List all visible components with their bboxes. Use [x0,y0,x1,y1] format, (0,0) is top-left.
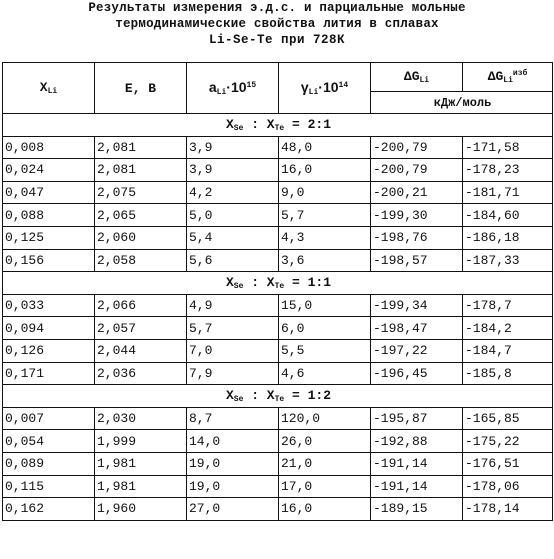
table-cell: 2,081 [95,159,187,182]
header-a-li-sub: Li [216,88,227,97]
header-delta-g [371,63,463,92]
title-line-2: термодинамические свойства лития в сплавах [115,17,439,31]
header-x-li [3,63,95,114]
table-row [3,452,553,475]
table-cell: 2,044 [95,339,187,362]
table-cell: -198,47 [371,317,463,340]
table-row [3,181,553,204]
table-row [3,339,553,362]
title-line-3: Li-Se-Te при 728К [208,33,346,47]
table-cell: 0,156 [3,249,95,272]
table-row [3,498,553,521]
table-cell: 1,960 [95,498,187,521]
table-row [3,317,553,340]
table-cell: 0,054 [3,430,95,453]
section-label [3,272,553,295]
table-cell: 0,115 [3,475,95,498]
table-cell: 0,047 [3,181,95,204]
table-cell: 2,065 [95,204,187,227]
table-cell: -197,22 [371,339,463,362]
section-label-s2: Te [274,394,285,404]
table-row [3,294,553,317]
table-cell: 120,0 [279,407,371,430]
table-cell: -178,7 [463,294,553,317]
table-cell: 14,0 [187,430,279,453]
table-cell: -184,2 [463,317,553,340]
section-label-ratio: = 2:1 [284,116,332,132]
table-cell: -200,79 [371,159,463,182]
section-label-x2: X [266,387,275,403]
section-label-colon: : [243,116,267,132]
table-cell: 0,094 [3,317,95,340]
table-cell: -192,88 [371,430,463,453]
table-cell: 15,0 [279,294,371,317]
section-label-colon: : [243,274,267,290]
table-cell: 6,0 [279,317,371,340]
header-a-li [187,63,279,114]
table-cell: 0,088 [3,204,95,227]
table-cell: 0,008 [3,136,95,159]
table-cell: -178,14 [463,498,553,521]
table-cell: -198,57 [371,249,463,272]
header-gamma-li-sub: Li [308,88,319,97]
section-label-s1: Se [233,394,244,404]
table-cell: -178,23 [463,159,553,182]
section-label-s2: Te [274,123,285,133]
table-cell: 2,060 [95,226,187,249]
table-cell: -175,22 [463,430,553,453]
section-label-ratio: = 1:2 [284,387,332,403]
table-cell: -171,58 [463,136,553,159]
table-cell: 16,0 [279,498,371,521]
table-cell: -184,7 [463,339,553,362]
table-cell: 7,9 [187,362,279,385]
table-row [3,407,553,430]
table-row [3,430,553,453]
table-cell: -165,85 [463,407,553,430]
table-row [3,249,553,272]
table-cell: 7,0 [187,339,279,362]
table-cell: 4,6 [279,362,371,385]
table-cell: -178,06 [463,475,553,498]
table-cell: 19,0 [187,475,279,498]
section-label-ratio: = 1:1 [284,274,332,290]
table-row [3,475,553,498]
table-cell: -200,21 [371,181,463,204]
table-cell: 2,057 [95,317,187,340]
table-cell: 4,3 [279,226,371,249]
table-cell: -191,14 [371,452,463,475]
table-cell: 8,7 [187,407,279,430]
section-label [3,114,553,137]
table-cell: -199,30 [371,204,463,227]
table-cell: 3,6 [279,249,371,272]
header-a-li-mid: ·10 [226,79,247,95]
table-cell: 0,007 [3,407,95,430]
unit-label: кДж/моль [371,92,553,114]
header-x-li-sub: Li [47,87,58,96]
table-cell: 16,0 [279,159,371,182]
table-row [3,362,553,385]
table-cell: 17,0 [279,475,371,498]
table-cell: 5,7 [279,204,371,227]
section-label-s1: Se [233,281,244,291]
table-row [3,136,553,159]
table-cell: 1,981 [95,475,187,498]
table-row [3,204,553,227]
table-cell: 27,0 [187,498,279,521]
table-cell: 0,089 [3,452,95,475]
table-cell: 5,4 [187,226,279,249]
header-a-li-base: a [208,79,217,95]
table-cell: 3,9 [187,136,279,159]
table-cell: -189,15 [371,498,463,521]
header-gamma-li-base: γ [300,79,309,95]
table-cell: -184,60 [463,204,553,227]
section-header-row [3,114,553,137]
table-cell: 0,024 [3,159,95,182]
table-cell: 0,162 [3,498,95,521]
section-label-x1: X [225,274,234,290]
table-row [3,226,553,249]
table-cell: -185,8 [463,362,553,385]
table-cell: 1,981 [95,452,187,475]
header-e: E, B [95,63,187,114]
table-cell: -187,33 [463,249,553,272]
header-a-li-sup: 15 [246,81,257,90]
table-cell: 2,058 [95,249,187,272]
table-cell: 0,033 [3,294,95,317]
section-label-x1: X [225,116,234,132]
table-cell: 21,0 [279,452,371,475]
section-label-x1: X [225,387,234,403]
header-row [3,63,553,92]
table-cell: -186,18 [463,226,553,249]
table-cell: 5,6 [187,249,279,272]
header-delta-g-excess-base: ΔG [487,69,504,84]
table-cell: -176,51 [463,452,553,475]
section-label-colon: : [243,387,267,403]
header-gamma-li [279,63,371,114]
table-cell: 5,0 [187,204,279,227]
header-delta-g-excess [463,63,553,92]
table-cell: -196,45 [371,362,463,385]
table-cell: 9,0 [279,181,371,204]
header-delta-g-excess-sup: изб [512,69,528,78]
table-cell: 5,5 [279,339,371,362]
header-gamma-li-mid: ·10 [318,79,339,95]
header-delta-g-excess-sub: Li [503,76,513,85]
section-label-s1: Se [233,123,244,133]
table-cell: -198,76 [371,226,463,249]
table-cell: -199,34 [371,294,463,317]
table-row [3,159,553,182]
table-cell: 2,075 [95,181,187,204]
table-cell: 1,999 [95,430,187,453]
table-cell: -191,14 [371,475,463,498]
table-cell: 0,125 [3,226,95,249]
table-cell: 0,171 [3,362,95,385]
title-line-1: Результаты измерения э.д.с. и парциальные мольные [88,1,466,15]
table-cell: 2,036 [95,362,187,385]
data-table [2,62,553,521]
table-cell: 19,0 [187,452,279,475]
table-title [0,0,554,48]
table-cell: 4,9 [187,294,279,317]
table-cell: 3,9 [187,159,279,182]
table-cell: 26,0 [279,430,371,453]
section-label-x2: X [266,274,275,290]
table-cell: 5,7 [187,317,279,340]
table-cell: 4,2 [187,181,279,204]
header-delta-g-sub: Li [419,76,430,85]
section-label-s2: Te [274,281,285,291]
table-cell: 48,0 [279,136,371,159]
table-cell: -195,87 [371,407,463,430]
table-cell: 2,066 [95,294,187,317]
table-cell: 0,126 [3,339,95,362]
section-label-x2: X [266,116,275,132]
table-cell: 2,081 [95,136,187,159]
header-x-li-base: X [39,80,48,95]
table-cell: -200,79 [371,136,463,159]
section-header-row [3,272,553,295]
section-header-row [3,385,553,408]
section-label [3,385,553,408]
header-gamma-li-sup: 14 [338,81,349,90]
table-cell: -181,71 [463,181,553,204]
header-delta-g-base: ΔG [403,69,420,84]
table-cell: 2,030 [95,407,187,430]
